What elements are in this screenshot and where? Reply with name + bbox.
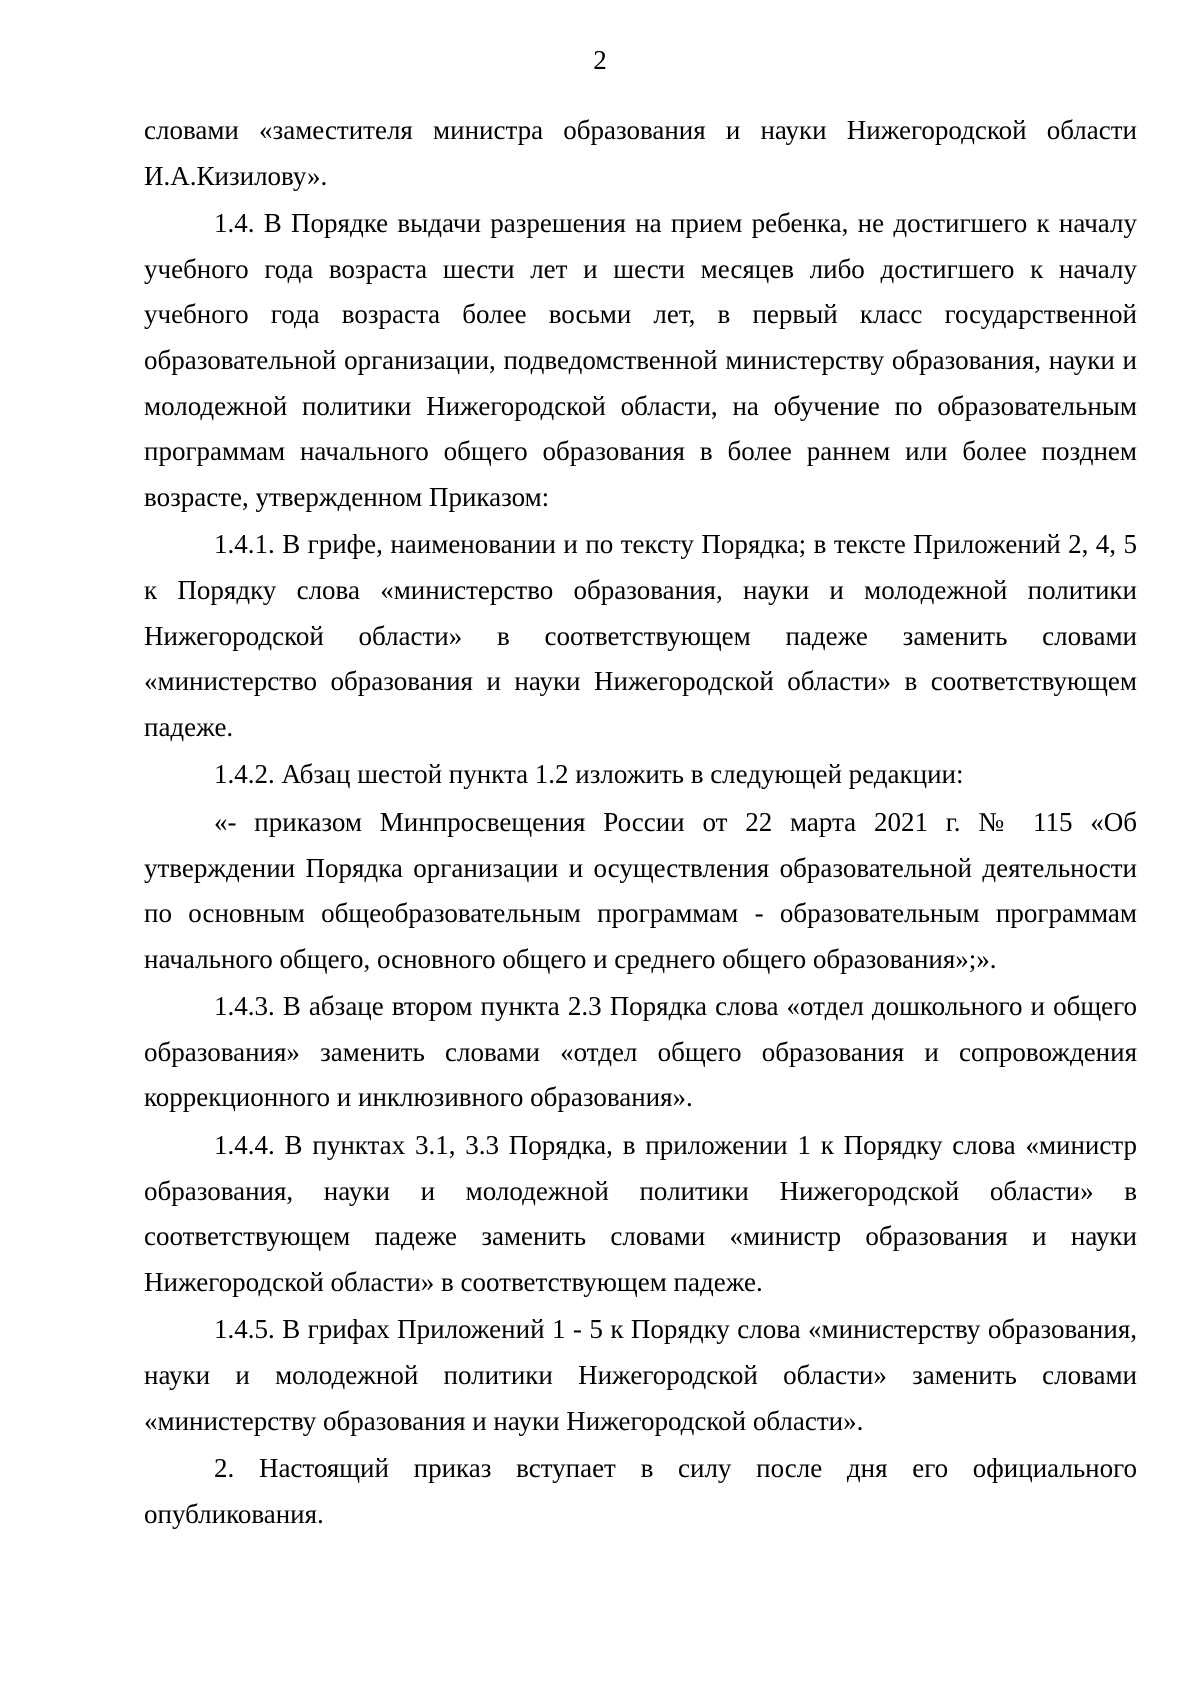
paragraph-1-4-2: 1.4.2. Абзац шестой пункта 1.2 изложить в следующей редакции: [214,759,964,790]
document-body [144,108,1137,1537]
paragraph-1-4-3: 1.4.3. В абзаце втором пункта 2.3 Порядка слова «отдел дошкольного и общего образования» заменить словами «отдел общего образования и сопровождения коррекционного и инклюзивного образования». [144,991,1137,1113]
paragraph-continuation: словами «заместителя министра образования и науки Нижегородской области И.А.Кизилову». [144,115,1137,191]
paragraph-1-4-5: 1.4.5. В грифах Приложений 1 - 5 к Порядку слова «министерству образования, науки и молодежной политики Нижегородской области» заменить словами «министерству образования и науки Нижегородской области». [144,1314,1137,1436]
paragraph-1-4-1: 1.4.1. В грифе, наименовании и по тексту Порядка; в тексте Приложений 2, 4, 5 к Порядку слова «министерство образования, науки и молодежной политики Нижегородской области» в соответствующем падеже заменить словами «министерство образования и науки Нижегородской области» в соответствующем падеже. [144,529,1137,742]
paragraph-2: 2. Настоящий приказ вступает в силу после дня его официального опубликования. [144,1453,1137,1529]
paragraph-1-4: 1.4. В Порядке выдачи разрешения на прием ребенка, не достигшего к началу учебного года возраста шести лет и шести месяцев либо достигшего к началу учебного года возраста более восьми лет, в первый класс государственной образовательной организации, подведомственной министерству образования, науки и молодежной политики Нижегородской области, на обучение по образовательным программам начального общего образования в более раннем или более позднем возрасте, утвержденном Приказом: [144,208,1137,512]
paragraph-1-4-2-quote: «- приказом Минпросвещения России от 22 марта 2021 г. № 115 «Об утверждении Порядка организации и осуществления образовательной деятельности по основным общеобразовательным программам - образовательным программам начального общего, основного общего и среднего общего образования»;». [144,806,1137,974]
page-number: 2 [593,45,607,75]
paragraph-1-4-4: 1.4.4. В пунктах 3.1, 3.3 Порядка, в приложении 1 к Порядку слова «министр образования, науки и молодежной политики Нижегородской области» в соответствующем падеже заменить словами «министр образования и науки Нижегородской области» в соответствующем падеже. [144,1130,1137,1297]
